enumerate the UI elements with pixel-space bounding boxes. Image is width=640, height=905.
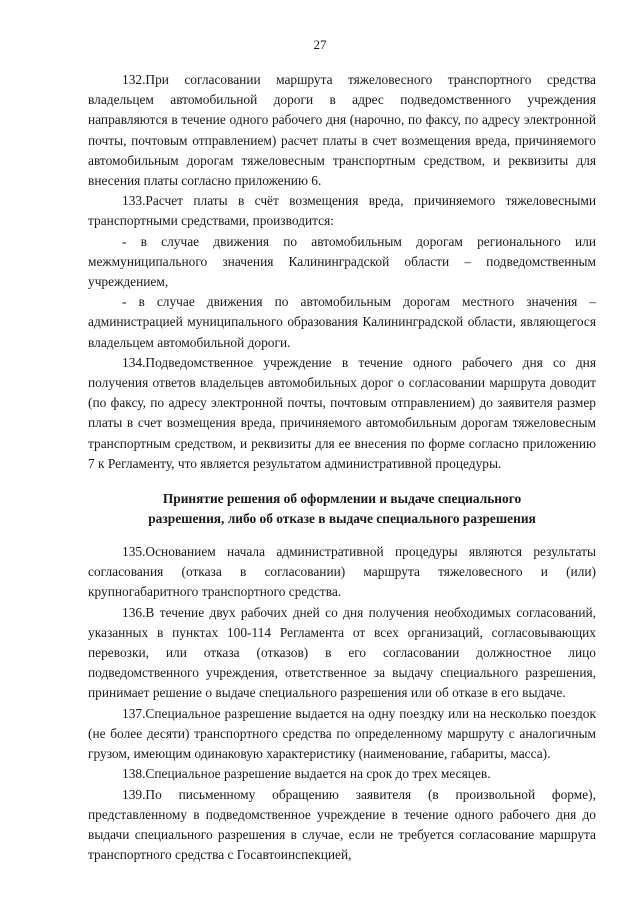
paragraph-132: 132.При согласовании маршрута тяжеловесного транспортного средства владельцем автомобильной дороги в адрес подведомственного учреждения направляются в течение одного рабочего дня (нарочно, по факсу, по адресу электронной почты, почтовым отправлением) расчет платы в счет возмещения вреда, причиняемого автомобильным дорогам тяжеловесным транспортным средством, и реквизиты для внесения платы согласно приложению 6. bbox=[88, 72, 596, 189]
paragraph-139: 139.По письменному обращению заявителя (в произвольной форме), представленному в подведомственное учреждение в течение одного рабочего дня до выдачи специального разрешения в случае, если не требуется согласование маршрута транспортного средства с Госавтоинспекцией, bbox=[88, 786, 596, 863]
section-heading-line-1: Принятие решения об оформлении и выдаче специального bbox=[162, 491, 522, 507]
paragraph-137: 137.Специальное разрешение выдается на одну поездку или на несколько поездок (не более десяти) транспортного средства по определенному маршруту с аналогичным грузом, имеющим одинаковую характеристику (наименование, габариты, масса). bbox=[88, 705, 596, 762]
section-heading-line-2: разрешения, либо об отказе в выдаче специального разрешения bbox=[148, 511, 536, 527]
paragraph-138: 138.Специальное разрешение выдается на срок до трех месяцев. bbox=[122, 766, 491, 782]
section-heading bbox=[88, 489, 596, 529]
paragraph-135: 135.Основанием начала административной процедуры являются результаты согласования (отказа в согласовании) маршрута тяжеловесного и (или) крупногабаритного транспортного средства. bbox=[88, 544, 596, 600]
paragraph-136: 136.В течение двух рабочих дней со дня получения необходимых согласований, указанных в пунктах 100-114 Регламента от всех организаций, согласовывающих перевозки, или отказа (отказов) в его согласовании должностное лицо подведомственного учреждения, ответственное за выдачу специального разрешения, принимает решение о выдаче специального разрешения или об отказе в его выдаче. bbox=[88, 604, 596, 701]
paragraph-134: 134.Подведомственное учреждение в течение одного рабочего дня со дня получения ответов владельцев автомобильных дорог о согласовании маршрута доводит (по факсу, по адресу электронной почты, почтовым отправлением) до заявителя размер платы в счет возмещения вреда, причиняемого автомобильным дорогам тяжеловесным транспортным средством, и реквизиты для ее внесения по форме согласно приложению 7 к Регламенту, что является результатом административной процедуры. bbox=[88, 354, 596, 471]
paragraph-133-item-local: - в случае движения по автомобильным дорогам местного значения – администрацией муниципального образования Калининградской области, являющегося владельцем автомобильной дороги. bbox=[88, 294, 596, 350]
page-content bbox=[88, 70, 596, 865]
paragraph-133: 133.Расчет платы в счёт возмещения вреда, причиняемого тяжеловесными транспортными средствами, производится: bbox=[88, 193, 596, 229]
page-number: 27 bbox=[313, 37, 327, 52]
paragraph-133-item-regional: - в случае движения по автомобильным дорогам регионального или межмуниципального значения Калининградской области – подведомственным учреждением, bbox=[88, 233, 596, 290]
